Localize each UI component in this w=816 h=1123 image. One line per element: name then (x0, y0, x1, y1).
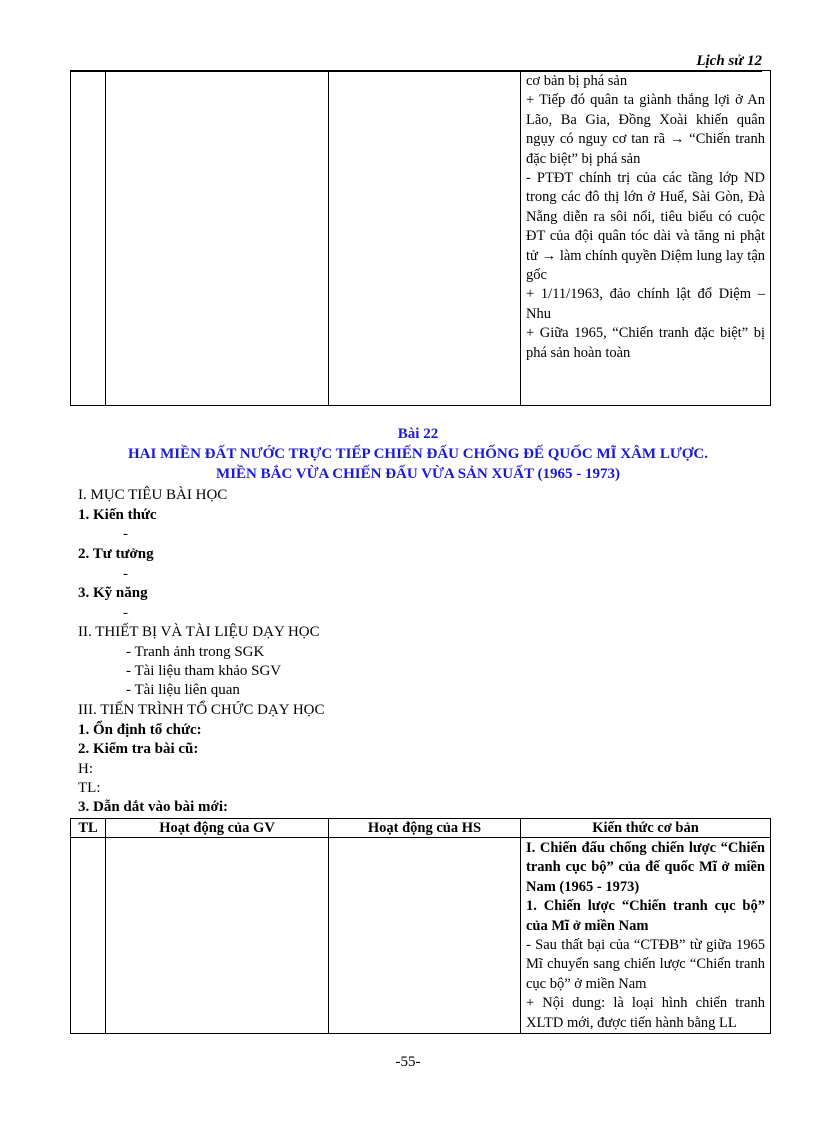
knowledge-subsection-title: 1. Chiến lược “Chiến tranh cục bộ” của Mĩ ở miền Nam (526, 898, 765, 934)
question-label: H: (78, 761, 93, 777)
lesson-number: Bài 22 (397, 426, 439, 442)
skills-dash: - (123, 605, 128, 621)
section-process-heading: III. TIẾN TRÌNH TỔ CHỨC DẠY HỌC (78, 702, 325, 718)
gv-activity-cell (106, 838, 329, 1034)
introduction-heading: 3. Dẫn dắt vào bài mới: (78, 799, 228, 815)
hs-activity-cell (329, 71, 521, 406)
answer-label: TL: (78, 780, 101, 796)
tl-cell (71, 71, 106, 406)
lesson-title-line1: HAI MIỀN ĐẤT NƯỚC TRỰC TIẾP CHIẾN ĐẤU CHỐNG ĐẾ QUỐC MĨ XÂM LƯỢC. (127, 446, 709, 462)
top-table (70, 70, 771, 406)
skills-heading: 3. Kỹ năng (78, 585, 148, 601)
material-item: - Tài liệu liên quan (126, 682, 240, 698)
section-objectives-heading: I. MỤC TIÊU BÀI HỌC (78, 487, 228, 503)
knowledge-line: cơ bản bị phá sản (526, 73, 628, 89)
lesson-title-line2: MIỀN BẮC VỪA CHIẾN ĐẤU VỪA SẢN XUẤT (1965 - 1973) (216, 466, 620, 482)
page-number: -55- (395, 1054, 421, 1070)
header-gv-activity: Hoạt động của GV (106, 819, 329, 838)
gv-activity-cell (106, 71, 329, 406)
page-header (70, 52, 762, 72)
header-hs-activity: Hoạt động của HS (329, 819, 521, 838)
knowledge-line: - PTĐT chính trị của các tầng lớp ND trong các đô thị lớn ở Huế, Sài Gòn, Đà Nẵng diễn ra sôi nổi, tiêu biểu có cuộc ĐT của đội quân tóc dài và tăng ni phật tử → làm chính quyền Diệm lung lay tận gốc (526, 170, 765, 284)
tl-cell (71, 838, 106, 1034)
header-tl: TL (71, 819, 106, 838)
knowledge-heading: 1. Kiến thức (78, 507, 157, 523)
knowledge-line: + Tiếp đó quân ta giành thắng lợi ở An Lão, Ba Gia, Đồng Xoài khiến quân ngụy có nguy cơ tan rã → “Chiến tranh đặc biệt” bị phá sản (526, 92, 765, 167)
knowledge-dash: - (123, 526, 128, 542)
knowledge-cell (521, 71, 771, 406)
knowledge-line: + 1/11/1963, đảo chính lật đổ Diệm – Nhu (526, 286, 765, 322)
knowledge-line: + Giữa 1965, “Chiến tranh đặc biệt” bị phá sản hoàn toàn (526, 325, 765, 361)
knowledge-cell (521, 838, 771, 1034)
section-materials-heading: II. THIẾT BỊ VÀ TÀI LIỆU DẠY HỌC (78, 624, 320, 640)
header-knowledge: Kiến thức cơ bản (521, 819, 771, 838)
bottom-table (70, 818, 771, 1034)
organization-heading: 1. Ổn định tổ chức: (78, 722, 202, 738)
attitude-heading: 2. Tư tưởng (78, 546, 154, 562)
attitude-dash: - (123, 566, 128, 582)
knowledge-section-title: I. Chiến đấu chống chiến lược “Chiến tranh cục bộ” của đế quốc Mĩ ở miền Nam (1965 - 1973) (526, 840, 765, 895)
review-heading: 2. Kiểm tra bài cũ: (78, 741, 199, 757)
material-item: - Tranh ảnh trong SGK (126, 644, 265, 660)
hs-activity-cell (329, 838, 521, 1034)
material-item: - Tài liệu tham khảo SGV (126, 663, 282, 679)
knowledge-line: - Sau thất bại của “CTĐB” từ giữa 1965 Mĩ chuyển sang chiến lược “Chiến tranh cục bộ” ở miền Nam (526, 937, 765, 992)
subject-label: Lịch sử 12 (696, 53, 762, 69)
knowledge-line: + Nội dung: là loại hình chiến tranh XLTD mới, được tiến hành bằng LL (526, 995, 765, 1031)
